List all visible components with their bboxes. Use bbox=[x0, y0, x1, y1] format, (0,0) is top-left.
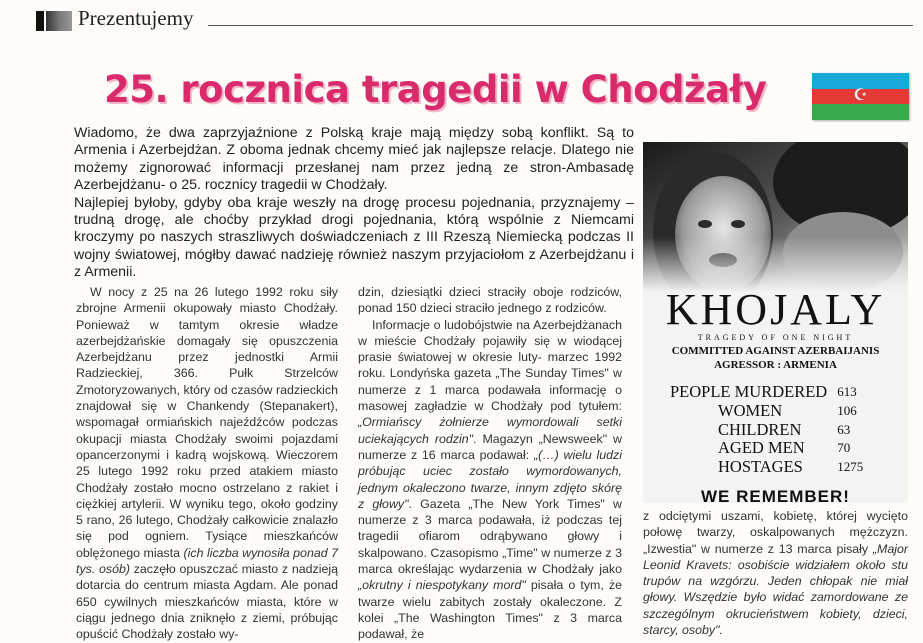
stat-row bbox=[670, 421, 863, 440]
body-column-1 bbox=[76, 284, 338, 643]
text-run: zaczęło opuszczać miasto z nadzieją dotarcia do centrum miasta Agdam. Ale ponad 650 cywilnych mieszkańców miasta, które w ciągu jednego dnia zniknęło z ziemi, próbując opuścić Chodżały zostało wy- bbox=[76, 562, 338, 642]
column2-paragraph-2 bbox=[358, 317, 622, 643]
khojaly-poster bbox=[643, 142, 908, 503]
stat-row bbox=[670, 439, 863, 458]
stat-value: 70 bbox=[837, 440, 851, 456]
child-photo-icon bbox=[643, 142, 908, 292]
article-lead bbox=[74, 125, 634, 282]
text-run: pisała o tym, że twarze wielu zabitych zostały okaleczone. Z kolei „The Washington Times" z 3 marca podawał, że bbox=[358, 578, 622, 642]
stat-label: WOMEN bbox=[718, 400, 783, 420]
body-column-2 bbox=[358, 284, 622, 643]
poster-committed: COMMITTED AGAINST AZERBAIJANIS bbox=[671, 345, 880, 357]
stat-value: 613 bbox=[837, 384, 857, 399]
stat-row bbox=[670, 458, 863, 477]
stat-row bbox=[670, 383, 863, 402]
stat-label: CHILDREN bbox=[718, 419, 802, 439]
section-marker-icon bbox=[36, 11, 44, 31]
lead-paragraph-2: Najlepiej byłoby, gdyby oba kraje weszły na drogę procesu pojednania, przyznajemy – trudną drogę, ale choćby przykład drogi pojednania, którą wspólnie z Niemcami kroczymy po naszych straszliwych doświadczeniach z III Rzeszą Niemiecką podczas II wojny światowej, mógłby dawać nadzieję również naszym przyjaciołom z Azerbejdżanu i z Armenii. bbox=[74, 194, 634, 281]
column2-paragraph-1: dzin, dziesiątki dzieci straciły oboje rodziców, ponad 150 dzieci straciło jednego z rodziców. bbox=[358, 285, 622, 316]
crescent-star-icon: ☪ bbox=[853, 87, 868, 104]
italic-run: „okrutny i niespotykany mord" bbox=[358, 578, 526, 593]
stat-row bbox=[670, 402, 863, 421]
stat-value: 106 bbox=[837, 402, 857, 418]
text-run: W nocy z 25 na 26 lutego 1992 roku siły zbrojne Armenii okupowały miasto Chodżały. Ponieważ w tamtym okresie władze azerbejdżańskie domagały się opuszczenia Azerbejdżanu przez jednostki Armii Radzieckiej, 366. Pułk Strzelców Zmotoryzowanych, który od czasów radzieckich znajdował się w Chankendy (Stepanakert), wspomagał ormiańskich najeźdźców podczas okupacji miasta Chodżały swoimi pojazdami opancerzonymi i kadrą wojskową. Wieczorem 25 lutego 1992 roku przed atakiem miasto Chodżały zostało mocno ostrzelano z rakiet i ciężkiej artylerii. W wyniku tego, około godziny 5 rano, 26 lutego, Chodżały całkowicie znalazło się pod ogniem. Tysiące mieszkańców oblężonego miasta bbox=[76, 285, 338, 560]
italic-run: (ich liczba wynosiła ponad 7 tys. osób) bbox=[76, 545, 338, 577]
flag-band-green bbox=[812, 104, 909, 120]
section-header bbox=[36, 8, 913, 34]
poster-stats bbox=[670, 383, 863, 477]
stat-value: 63 bbox=[837, 421, 851, 437]
text-run: . Gazeta „The New York Times" w numerze z 3 marca podawała, iż podczas tej tragedii ofiarom odrąbywano głowy i skalpowano. Czasopismo „Time" w numerze z 3 marca określając wydarzenia w Chodżały jako bbox=[358, 496, 622, 577]
text-run: z odciętymi uszami, kobietę, której wycięto połowę twarzy, oskalpowanych mężczyzn. „Izwestia" w numerze z 13 marca pisały bbox=[643, 509, 908, 556]
stat-label: AGED MEN bbox=[718, 438, 805, 458]
italic-run: „Major Leonid Kravets: osobiście widziałem około stu trupów na wzgórzu. Jeden chłopak nie miał głowy. Wszędzie było widać zamordowane ze szczególnym okrucieństwem kobiety, dzieci, starcy, osoby". bbox=[643, 541, 908, 638]
italic-run: „(…) wielu ludzi próbując uciec zostało wymordowanych, jednym okaleczono twarze, innym zdjęto skórę z głowy" bbox=[358, 447, 623, 511]
azerbaijan-flag-icon bbox=[812, 73, 909, 120]
stat-value: 1275 bbox=[837, 459, 864, 475]
italic-run: „Ormiańscy żołnierze wymordowali setki uciekających rodzin" bbox=[358, 415, 622, 446]
article-title: 25. rocznica tragedii w Chodżały bbox=[104, 68, 767, 111]
poster-text bbox=[643, 285, 908, 503]
section-rule bbox=[208, 25, 913, 26]
poster-subtitle: TRAGEDY OF ONE NIGHT bbox=[697, 333, 854, 342]
lead-paragraph-1: Wiadomo, że dwa zaprzyjaźnione z Polską kraje mają między sobą konflikt. Są to Armenia i Azerbejdżan. Z oboma jednak chcemy mieć jak najlepsze relacje. Dlatego nie możemy zignorować informacji przesłanej nam przez jedną ze stron-Ambasadę Azerbejdżanu- o 25. rocznicy tragedii w Chodżały. bbox=[74, 125, 634, 194]
flag-band-red bbox=[812, 89, 909, 104]
text-run: Informacje o ludobójstwie na Azerbejdżanach w mieście Chodżały pojawiły się w wiodącej prasie światowej w okresie luty- marzec 1992 roku. Londyńska gazeta „The Sunday Times" w numerze z 1 marca podawała informację o masowej zagładzie w Chodżały pod tytułem: bbox=[358, 317, 622, 414]
stat-label: HOSTAGES bbox=[718, 457, 803, 477]
poster-agressor: AGRESSOR : ARMENIA bbox=[714, 359, 837, 371]
section-gradient-icon bbox=[46, 11, 72, 31]
poster-title: KHOJALY bbox=[665, 285, 886, 334]
section-label: Prezentujemy bbox=[78, 6, 194, 30]
stat-label: PEOPLE MURDERED bbox=[670, 382, 828, 401]
column1-paragraph bbox=[76, 284, 338, 643]
body-column-3 bbox=[643, 508, 908, 638]
poster-remember: WE REMEMBER! bbox=[701, 486, 850, 503]
column3-paragraph bbox=[643, 508, 908, 638]
text-run: . Magazyn „Newsweek" w numerze z 16 marca podawał: bbox=[358, 431, 622, 462]
